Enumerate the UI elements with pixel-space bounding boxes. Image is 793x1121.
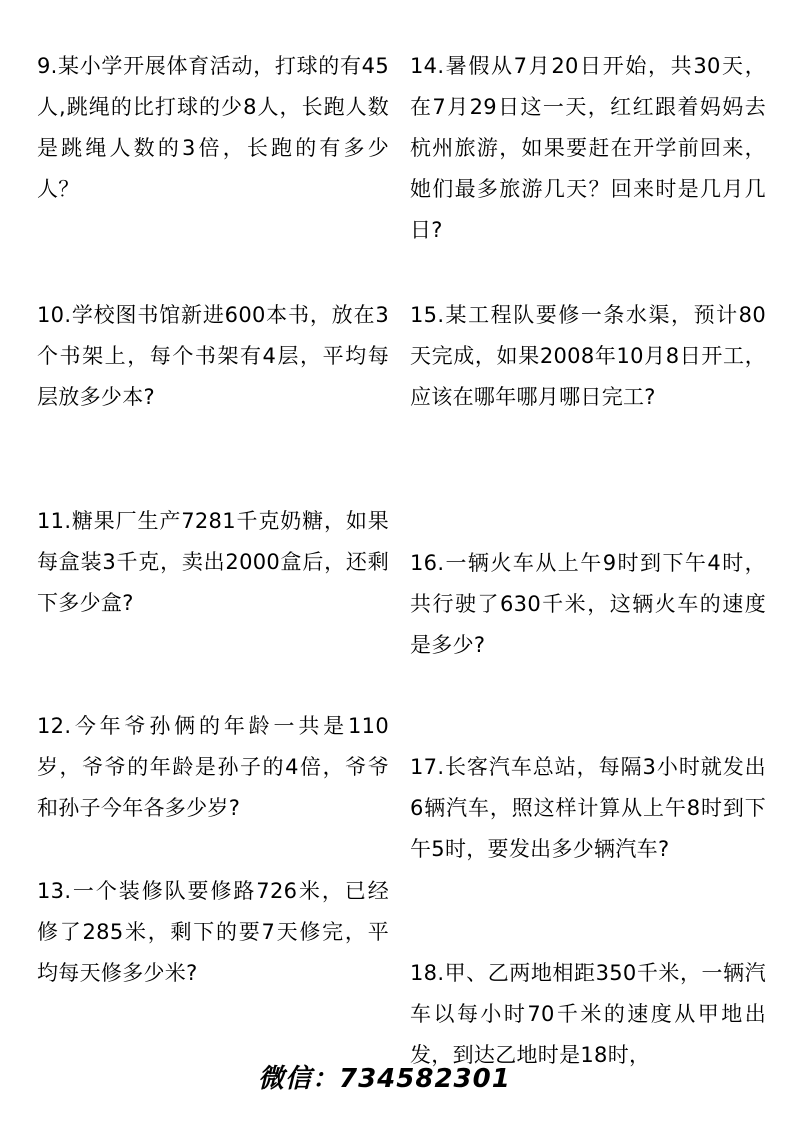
problem-15: 15.某工程队要修一条水渠，预计80天完成，如果2008年10月8日开工，应该在哪年哪月哪日完工? <box>410 303 766 409</box>
problem-11: 11.糖果厂生产7281千克奶糖，如果每盒装3千克，卖出2000盒后，还剩下多少盒? <box>37 509 389 615</box>
problem-14: 14.暑假从7月20日开始，共30天，在7月29日这一天，红红跟着妈妈去杭州旅游，如果要赶在开学前回来，她们最多旅游几天？回来时是几月几日? <box>410 54 766 242</box>
problem-17: 17.长客汽车总站，每隔3小时就发出6辆汽车，照这样计算从上午8时到下午5时，要发出多少辆汽车? <box>410 755 766 861</box>
problem-9: 9.某小学开展体育活动，打球的有45人,跳绳的比打球的少8人，长跑人数是跳绳人数的3倍，长跑的有多少人？ <box>37 54 389 201</box>
problem-18: 18.甲、乙两地相距350千米，一辆汽车以每小时70千米的速度从甲地出发，到达乙地时是18时， <box>410 961 766 1067</box>
problem-13: 13.一个装修队要修路726米，已经修了285米，剩下的要7天修完，平均每天修多少米? <box>37 879 389 985</box>
problem-16: 16.一辆火车从上午9时到下午4时，共行驶了630千米，这辆火车的速度是多少? <box>410 551 766 657</box>
wechat-watermark: 微信：734582301 <box>258 1064 511 1094</box>
problem-12: 12.今年爷孙俩的年龄一共是110岁，爷爷的年龄是孙子的4倍，爷爷和孙子今年各多少岁? <box>37 714 389 820</box>
problem-10: 10.学校图书馆新进600本书，放在3个书架上，每个书架有4层，平均每层放多少本? <box>37 303 389 409</box>
